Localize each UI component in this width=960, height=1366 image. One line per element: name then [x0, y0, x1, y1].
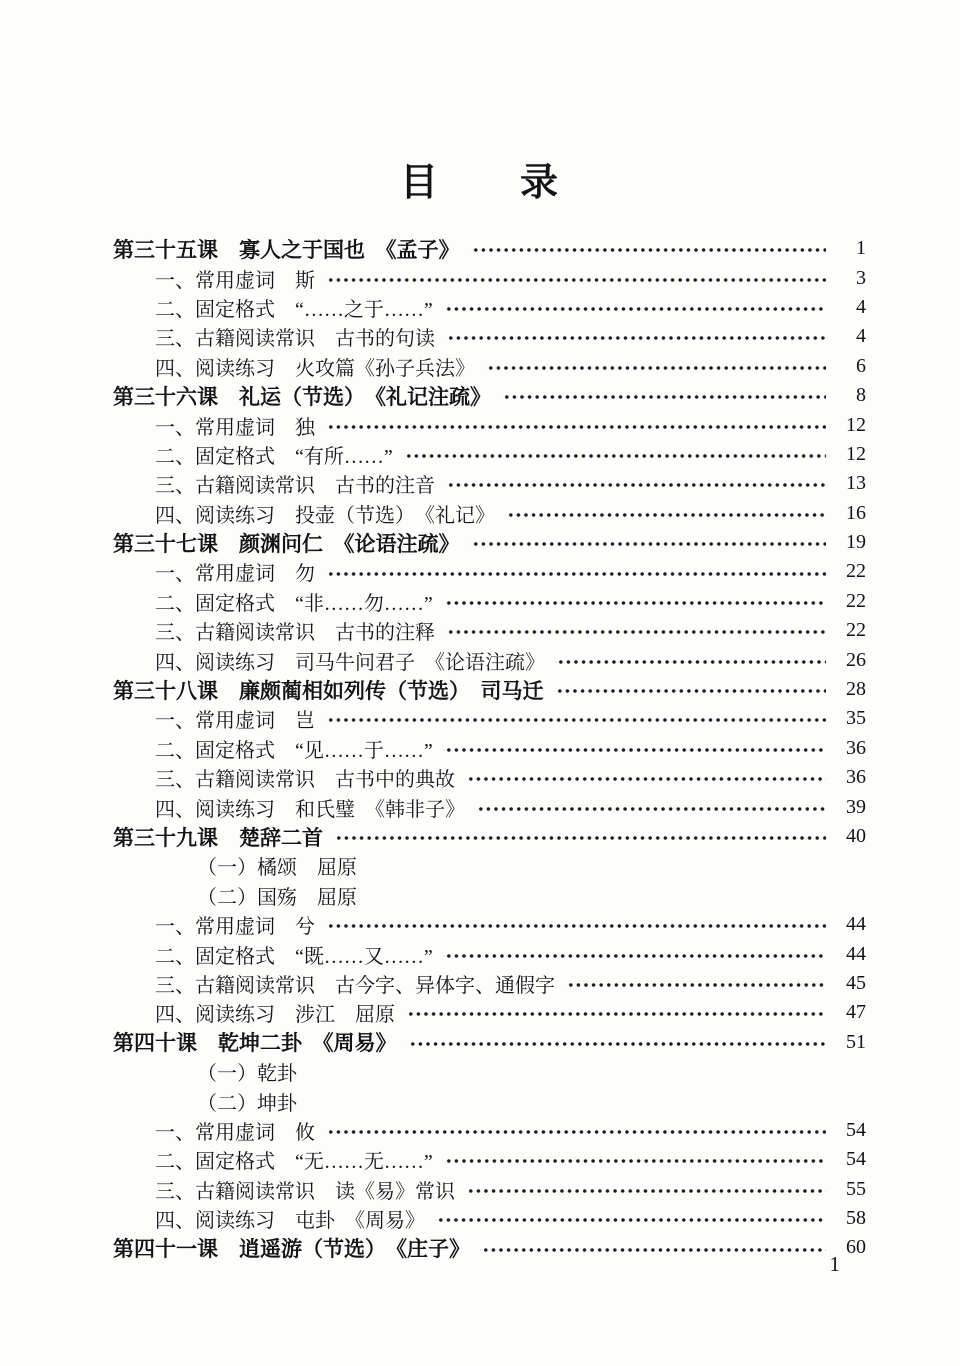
toc-dot-leader — [465, 1175, 826, 1204]
toc-row — [113, 1204, 866, 1233]
toc-row — [113, 469, 866, 498]
footer-page-number: 1 — [829, 1252, 840, 1276]
toc-entry-label: 二、固定格式 “无……无……” — [155, 1151, 433, 1174]
toc-dot-leader — [470, 528, 827, 557]
toc-dot-leader — [333, 822, 826, 851]
toc-entry-label: 一、常用虚词 岂 — [155, 710, 315, 733]
toc-row — [113, 1145, 866, 1174]
toc-entry-label: 三、古籍阅读常识 古书中的典故 — [155, 769, 455, 792]
toc-entry-label: 二、固定格式 “见……于……” — [155, 739, 433, 762]
toc-page-number: 4 — [856, 295, 866, 318]
toc-dot-leader — [443, 939, 826, 968]
toc-page-number: 54 — [846, 1118, 866, 1141]
toc-entry-label: 四、阅读练习 涉江 屈原 — [155, 1004, 395, 1027]
toc-row — [113, 1086, 866, 1115]
toc-row — [113, 1057, 866, 1086]
toc-row — [113, 616, 866, 645]
toc-dot-leader — [555, 645, 826, 674]
toc-page-number: 22 — [846, 560, 866, 583]
toc-row — [113, 822, 866, 851]
toc-entry-label: 第三十八课 廉颇蔺相如列传（节选） 司马迁 — [113, 678, 544, 703]
toc-entry-label: 一、常用虚词 独 — [155, 416, 315, 439]
toc-entry-label: 三、古籍阅读常识 古书的注音 — [155, 475, 435, 498]
toc-dot-leader — [325, 704, 826, 733]
toc-dot-leader — [485, 352, 826, 381]
toc-row — [113, 763, 866, 792]
toc-entry-label: 四、阅读练习 司马牛问君子 《论语注疏》 — [155, 651, 545, 674]
toc-dot-leader — [554, 675, 827, 704]
toc-page-number: 44 — [846, 913, 866, 936]
toc-row — [113, 939, 866, 968]
toc-row — [113, 440, 866, 469]
toc-page-number: 40 — [846, 825, 866, 847]
toc-entry-label: （二）国殇 屈原 — [197, 886, 357, 909]
toc-page-number: 36 — [846, 766, 866, 789]
toc-row — [113, 352, 866, 381]
toc-page-number: 22 — [846, 589, 866, 612]
toc-page-number: 54 — [846, 1148, 866, 1171]
toc-dot-leader — [403, 440, 826, 469]
toc-page-number: 12 — [846, 413, 866, 436]
toc-entry-label: 第四十一课 逍遥游（节选） 《庄子》 — [113, 1236, 470, 1261]
toc-entry-label: 一、常用虚词 斯 — [155, 269, 315, 292]
toc-page-number: 12 — [846, 442, 866, 465]
toc-page-number: 35 — [846, 707, 866, 730]
toc-entry-label: 四、阅读练习 火攻篇《孙子兵法》 — [155, 357, 475, 380]
toc-dot-leader — [475, 792, 826, 821]
toc-dot-leader — [565, 969, 826, 998]
toc-entry-label: 四、阅读练习 投壶（节选） 《礼记》 — [155, 504, 495, 527]
toc-entry-label: 第三十九课 楚辞二首 — [113, 825, 323, 850]
toc-page-number: 8 — [856, 384, 866, 407]
toc-row — [113, 1233, 866, 1262]
toc-page-number: 55 — [846, 1177, 866, 1200]
toc-dot-leader — [443, 293, 826, 322]
toc-entry-label: 第三十五课 寡人之于国也 《孟子》 — [113, 237, 460, 262]
toc-page-number: 16 — [846, 501, 866, 524]
toc-entry-label: 一、常用虚词 勿 — [155, 563, 315, 586]
toc-row — [113, 998, 866, 1027]
toc-dot-leader — [325, 410, 826, 439]
toc-dot-leader — [470, 234, 827, 263]
toc-entry-label: 第三十七课 颜渊问仁 《论语注疏》 — [113, 531, 460, 556]
toc-dot-leader — [325, 557, 826, 586]
toc-row — [113, 234, 866, 263]
toc-page-number: 19 — [846, 531, 866, 554]
toc-page-number: 60 — [846, 1236, 866, 1259]
toc-dot-leader — [435, 1204, 826, 1233]
toc-dot-leader — [443, 734, 826, 763]
toc-row — [113, 675, 866, 704]
toc-row — [113, 499, 866, 528]
toc-dot-leader — [443, 587, 826, 616]
toc-row — [113, 969, 866, 998]
toc-dot-leader — [445, 322, 826, 351]
toc-row — [113, 645, 866, 674]
toc-dot-leader — [501, 381, 826, 410]
toc-entry-label: 二、固定格式 “既……又……” — [155, 945, 433, 968]
toc-page-number: 58 — [846, 1207, 866, 1230]
toc-row — [113, 704, 866, 733]
toc-dot-leader — [445, 469, 826, 498]
toc-page-number: 3 — [856, 266, 866, 289]
toc-row — [113, 381, 866, 410]
toc-row — [113, 587, 866, 616]
toc-row — [113, 263, 866, 292]
toc-page-number: 47 — [846, 1001, 866, 1024]
toc-row — [113, 322, 866, 351]
toc-row — [113, 1028, 866, 1057]
toc-dot-leader — [443, 1145, 826, 1174]
toc-entry-label: 二、固定格式 “有所……” — [155, 445, 393, 468]
toc-row — [113, 851, 866, 880]
toc-dot-leader — [480, 1233, 826, 1262]
toc-page-number: 36 — [846, 736, 866, 759]
toc-entry-label: 三、古籍阅读常识 古书的句读 — [155, 328, 435, 351]
toc-entry-label: 三、古籍阅读常识 古今字、异体字、通假字 — [155, 974, 555, 997]
toc-row — [113, 881, 866, 910]
toc-dot-leader — [445, 616, 826, 645]
toc-page-number: 45 — [846, 971, 866, 994]
toc-row — [113, 1175, 866, 1204]
toc-row — [113, 293, 866, 322]
toc-page-number: 13 — [846, 472, 866, 495]
toc-entry-label: （二）坤卦 — [197, 1092, 297, 1115]
toc-list — [0, 234, 960, 1263]
toc-dot-leader — [465, 763, 826, 792]
toc-row — [113, 410, 866, 439]
toc-page-number: 22 — [846, 619, 866, 642]
toc-row — [113, 910, 866, 939]
toc-page-number: 4 — [856, 325, 866, 348]
toc-entry-label: 二、固定格式 “……之于……” — [155, 298, 433, 321]
toc-row — [113, 557, 866, 586]
toc-row — [113, 528, 866, 557]
toc-row — [113, 734, 866, 763]
toc-entry-label: 三、古籍阅读常识 读《易》常识 — [155, 1180, 455, 1203]
toc-entry-label: 第三十六课 礼运（节选） 《礼记注疏》 — [113, 384, 491, 409]
toc-dot-leader — [325, 263, 826, 292]
toc-entry-label: 一、常用虚词 兮 — [155, 916, 315, 939]
page-title: 目 录 — [399, 162, 560, 204]
toc-dot-leader — [325, 910, 826, 939]
toc-page-number: 44 — [846, 942, 866, 965]
toc-entry-label: （一）乾卦 — [197, 1063, 297, 1086]
toc-page-number: 6 — [856, 354, 866, 377]
toc-entry-label: 一、常用虚词 攸 — [155, 1121, 315, 1144]
toc-dot-leader — [505, 499, 826, 528]
toc-row — [113, 1116, 866, 1145]
toc-page-number: 39 — [846, 795, 866, 818]
toc-dot-leader — [325, 1116, 826, 1145]
toc-entry-label: 三、古籍阅读常识 古书的注释 — [155, 622, 435, 645]
toc-page-number: 26 — [846, 648, 866, 671]
toc-entry-label: 四、阅读练习 屯卦 《周易》 — [155, 1210, 425, 1233]
toc-dot-leader — [405, 998, 826, 1027]
toc-page-number: 28 — [846, 678, 866, 701]
toc-entry-label: （一）橘颂 屈原 — [197, 857, 357, 880]
toc-page-number: 1 — [856, 237, 866, 260]
toc-entry-label: 四、阅读练习 和氏璧 《韩非子》 — [155, 798, 465, 821]
toc-entry-label: 第四十课 乾坤二卦 《周易》 — [113, 1031, 397, 1056]
toc-row — [113, 792, 866, 821]
toc-entry-label: 二、固定格式 “非……勿……” — [155, 592, 433, 615]
toc-dot-leader — [407, 1028, 827, 1057]
toc-page-number: 51 — [846, 1030, 866, 1053]
